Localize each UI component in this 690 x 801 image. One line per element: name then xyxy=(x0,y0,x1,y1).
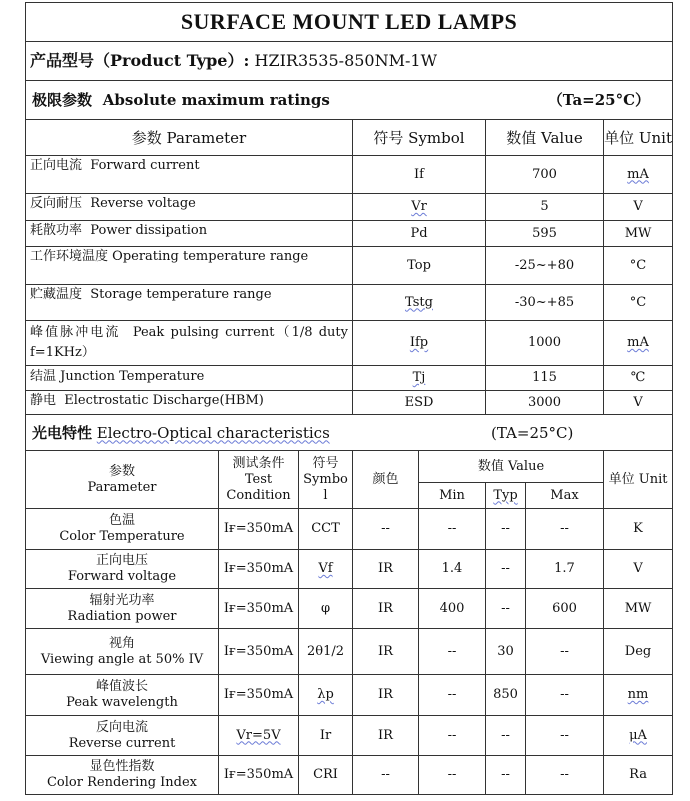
table-row xyxy=(26,194,673,221)
table-row xyxy=(26,366,673,391)
max-cell: -- xyxy=(526,629,604,675)
product-label-en: （Product Type）: xyxy=(94,51,250,70)
datasheet xyxy=(25,2,672,795)
unit-cell: mA xyxy=(604,156,673,194)
typ-cell: 850 xyxy=(486,675,526,716)
test-cell: Iғ=350mA xyxy=(219,629,299,675)
test-cell: Iғ=350mA xyxy=(219,589,299,629)
typ-cell: 30 xyxy=(486,629,526,675)
min-cell: -- xyxy=(419,629,486,675)
abs-header-unit: 单位 Unit xyxy=(604,120,673,156)
unit-cell: μA xyxy=(604,716,673,756)
value-cell: 5 xyxy=(486,194,604,221)
color-cell: -- xyxy=(353,509,419,550)
abs-title-en: Absolute maximum ratings xyxy=(102,91,330,109)
table-row xyxy=(26,321,673,366)
symbol-cell: Ir xyxy=(299,716,353,756)
typ-cell: -- xyxy=(486,550,526,589)
min-cell: -- xyxy=(419,509,486,550)
test-cell: Iғ=350mA xyxy=(219,509,299,550)
abs-header-value: 数值 Value xyxy=(486,120,604,156)
value-cell: -25~+80 xyxy=(486,247,604,285)
datasheet-table xyxy=(25,2,673,795)
symbol-cell: φ xyxy=(299,589,353,629)
unit-cell: Deg xyxy=(604,629,673,675)
unit-cell: MW xyxy=(604,221,673,247)
table-row xyxy=(26,247,673,285)
table-row xyxy=(26,509,673,550)
abs-condition: （Ta=25°C） xyxy=(547,91,651,109)
test-cell: Vr=5V xyxy=(219,716,299,756)
param-cell: 辐射光功率 Radiation power xyxy=(26,589,219,629)
param-cell: 视角 Viewing angle at 50% IV xyxy=(26,629,219,675)
color-cell: IR xyxy=(353,716,419,756)
param-cell: 反向电流 Reverse current xyxy=(26,716,219,756)
color-cell: IR xyxy=(353,550,419,589)
value-cell: 3000 xyxy=(486,391,604,415)
unit-cell: V xyxy=(604,550,673,589)
unit-cell: °C xyxy=(604,285,673,321)
unit-cell: V xyxy=(604,194,673,221)
param-cell: 峰值脉冲电流 Peak pulsing current（1/8 duty f=1KHz） xyxy=(26,321,353,366)
color-cell: IR xyxy=(353,589,419,629)
symbol-cell: Tstg xyxy=(353,285,486,321)
typ-cell: -- xyxy=(486,716,526,756)
table-row xyxy=(26,675,673,716)
eo-section-header xyxy=(26,415,673,451)
table-row xyxy=(26,391,673,415)
max-cell: -- xyxy=(526,756,604,795)
unit-cell: ℃ xyxy=(604,366,673,391)
product-type-row xyxy=(26,42,673,81)
min-cell: 1.4 xyxy=(419,550,486,589)
symbol-cell: CCT xyxy=(299,509,353,550)
param-cell: 结温 Junction Temperature xyxy=(26,366,353,391)
color-cell: -- xyxy=(353,756,419,795)
value-cell: 1000 xyxy=(486,321,604,366)
eo-header-color: 颜色 xyxy=(353,451,419,509)
symbol-cell: If xyxy=(353,156,486,194)
value-cell: -30~+85 xyxy=(486,285,604,321)
min-cell: -- xyxy=(419,716,486,756)
table-row xyxy=(26,716,673,756)
unit-cell: K xyxy=(604,509,673,550)
param-cell: 正向电压 Forward voltage xyxy=(26,550,219,589)
value-cell: 115 xyxy=(486,366,604,391)
table-row xyxy=(26,156,673,194)
max-cell: -- xyxy=(526,675,604,716)
abs-section-header xyxy=(26,81,673,120)
eo-header-max: Max xyxy=(526,483,604,509)
document-title: SURFACE MOUNT LED LAMPS xyxy=(26,3,673,42)
max-cell: 600 xyxy=(526,589,604,629)
symbol-cell: Tj xyxy=(353,366,486,391)
symbol-cell: CRI xyxy=(299,756,353,795)
symbol-cell: Vf xyxy=(299,550,353,589)
table-row xyxy=(26,629,673,675)
max-cell: -- xyxy=(526,509,604,550)
param-cell: 贮藏温度 Storage temperature range xyxy=(26,285,353,321)
param-cell: 正向电流 Forward current xyxy=(26,156,353,194)
value-cell: 700 xyxy=(486,156,604,194)
eo-header-unit: 单位 Unit xyxy=(604,451,673,509)
param-cell: 耗散功率 Power dissipation xyxy=(26,221,353,247)
unit-cell: °C xyxy=(604,247,673,285)
table-row xyxy=(26,550,673,589)
min-cell: 400 xyxy=(419,589,486,629)
param-cell: 色温 Color Temperature xyxy=(26,509,219,550)
unit-cell: mA xyxy=(604,321,673,366)
param-cell: 峰值波长 Peak wavelength xyxy=(26,675,219,716)
table-row xyxy=(26,756,673,795)
symbol-cell: Ifp xyxy=(353,321,486,366)
abs-header-parameter: 参数 Parameter xyxy=(26,120,353,156)
eo-header-parameter: 参数 Parameter xyxy=(26,451,219,509)
unit-cell: V xyxy=(604,391,673,415)
unit-cell: nm xyxy=(604,675,673,716)
unit-cell: Ra xyxy=(604,756,673,795)
test-cell: Iғ=350mA xyxy=(219,675,299,716)
eo-title-cn: 光电特性 xyxy=(32,423,93,442)
table-row xyxy=(26,589,673,629)
color-cell: IR xyxy=(353,629,419,675)
product-value: HZIR3535-850NM-1W xyxy=(254,51,438,70)
eo-title-en: Electro-Optical characteristics xyxy=(96,423,330,442)
min-cell: -- xyxy=(419,675,486,716)
symbol-cell: λp xyxy=(299,675,353,716)
param-cell: 显色性指数 Color Rendering Index xyxy=(26,756,219,795)
max-cell: 1.7 xyxy=(526,550,604,589)
abs-title-cn: 极限参数 xyxy=(32,91,93,109)
abs-header-symbol: 符号 Symbol xyxy=(353,120,486,156)
table-row xyxy=(26,221,673,247)
eo-condition: (TA=25°C) xyxy=(491,424,574,442)
product-label-cn: 产品型号 xyxy=(30,51,95,70)
eo-header-min: Min xyxy=(419,483,486,509)
eo-header-value: 数值 Value xyxy=(419,451,604,483)
symbol-cell: 2θ1/2 xyxy=(299,629,353,675)
max-cell: -- xyxy=(526,716,604,756)
param-cell: 工作环境温度 Operating temperature range xyxy=(26,247,353,285)
symbol-cell: Top xyxy=(353,247,486,285)
min-cell: -- xyxy=(419,756,486,795)
typ-cell: -- xyxy=(486,756,526,795)
eo-header-symbol: 符号 Symbo l xyxy=(299,451,353,509)
test-cell: Iғ=350mA xyxy=(219,756,299,795)
param-cell: 反向耐压 Reverse voltage xyxy=(26,194,353,221)
eo-header-test: 测试条件 Test Condition xyxy=(219,451,299,509)
value-cell: 595 xyxy=(486,221,604,247)
unit-cell: MW xyxy=(604,589,673,629)
table-row xyxy=(26,285,673,321)
eo-header-typ: Typ xyxy=(486,483,526,509)
test-cell: Iғ=350mA xyxy=(219,550,299,589)
symbol-cell: Pd xyxy=(353,221,486,247)
param-cell: 静电 Electrostatic Discharge(HBM) xyxy=(26,391,353,415)
color-cell: IR xyxy=(353,675,419,716)
typ-cell: -- xyxy=(486,589,526,629)
symbol-cell: Vr xyxy=(353,194,486,221)
typ-cell: -- xyxy=(486,509,526,550)
symbol-cell: ESD xyxy=(353,391,486,415)
